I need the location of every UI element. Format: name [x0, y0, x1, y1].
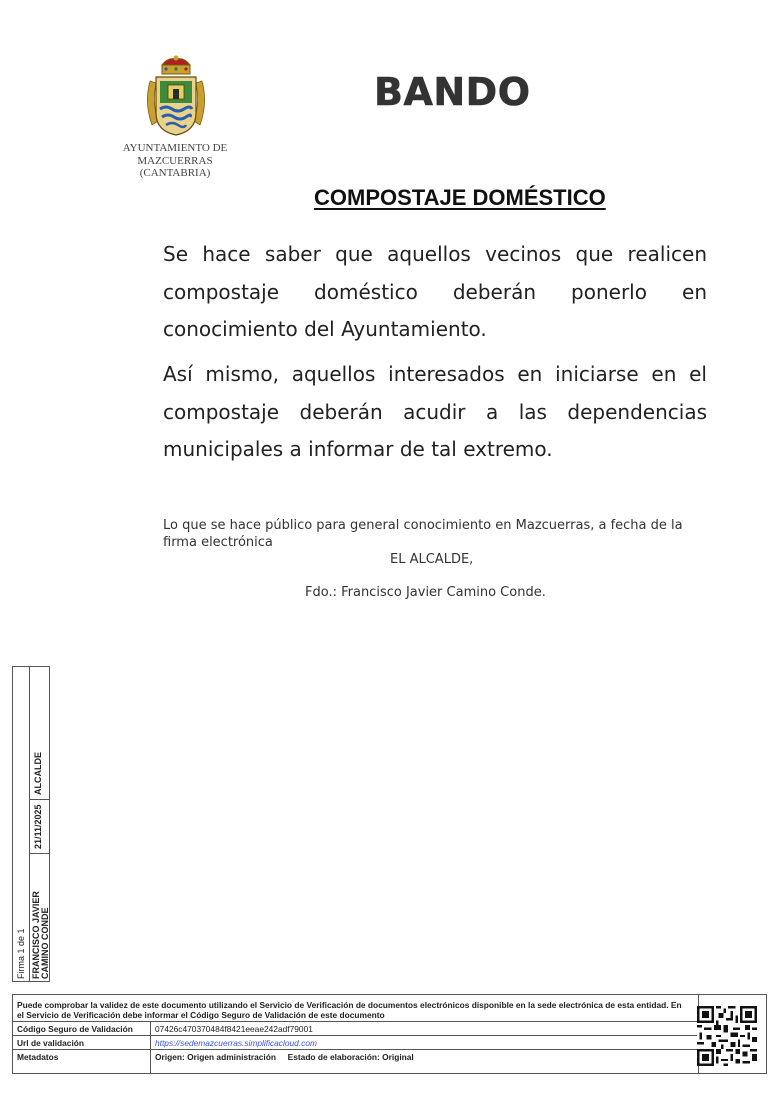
metadata-row	[13, 1049, 698, 1074]
org-line-2: MAZCUERRAS	[137, 154, 213, 167]
signer-role: ALCALDE	[33, 752, 43, 795]
validation-footer	[12, 994, 767, 1074]
signer-name-line-2: CAMINO CONDE	[40, 907, 50, 979]
org-line-3: (CANTABRIA)	[139, 167, 211, 179]
qr-code-icon	[697, 1006, 757, 1066]
signatory-name: Fdo.: Francisco Javier Camino Conde.	[305, 585, 546, 600]
signer-name-line-1: FRANCISCO JAVIER	[31, 891, 41, 979]
csv-row	[13, 1021, 698, 1036]
electronic-signature-box	[12, 666, 50, 982]
document-subtitle: COMPOSTAJE DOMÉSTICO	[314, 185, 606, 210]
url-row	[13, 1035, 698, 1050]
validation-notice: Puede comprobar la validez de este documento utilizando el Servicio de Verificación de documentos electrónicos disponible en la sede electrónica de esta entidad. En el Servicio de Verificación debe informar el Código Seguro de Validación de este documento	[17, 1000, 682, 1020]
closing-statement: Lo que se hace público para general conocimiento en Mazcuerras, a fecha de la firma electrónica	[163, 518, 683, 550]
validation-url-link[interactable]: https://sedemazcuerras.simplificacloud.com	[155, 1038, 317, 1048]
organization-name	[104, 142, 246, 180]
body-paragraph-2: Así mismo, aquellos interesados en iniciarse en el compostaje deberán acudir a las dependencias municipales a informar de tal extremo.	[163, 362, 707, 461]
coat-of-arms-icon	[144, 55, 208, 137]
body-paragraph-1: Se hace saber que aquellos vecinos que realicen compostaje doméstico deberán ponerlo en conocimiento del Ayuntamiento.	[163, 242, 707, 341]
org-line-1: AYUNTAMIENTO DE	[122, 142, 228, 154]
signatory-role: EL ALCALDE,	[390, 552, 474, 567]
csv-label: Código Seguro de Validación	[17, 1024, 133, 1034]
metadata-label: Metadatos	[17, 1052, 59, 1062]
signature-date: 21/11/2025	[33, 804, 43, 849]
document-title: BANDO	[374, 70, 531, 114]
csv-value: 07426c470370484f8421eeae242adf79001	[155, 1024, 313, 1034]
url-label: Url de validación	[17, 1038, 85, 1048]
signature-count: Firma 1 de 1	[16, 928, 26, 979]
metadata-value: Origen: Origen administración Estado de elaboración: Original	[155, 1052, 414, 1062]
